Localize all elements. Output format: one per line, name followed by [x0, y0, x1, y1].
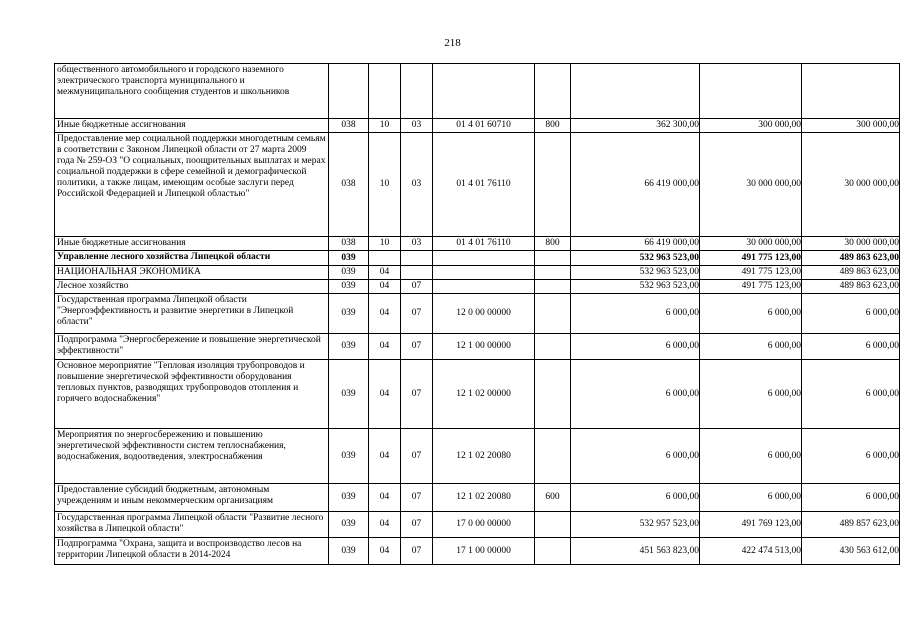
- subsection-code: [401, 251, 433, 266]
- grbs-code: 039: [329, 294, 369, 334]
- amount-year-3: 6 000,00: [802, 334, 900, 360]
- target-article-code: 01 4 01 76110: [433, 237, 535, 251]
- expense-type-code: [535, 360, 571, 429]
- amount-year-1: 532 963 523,00: [571, 266, 700, 280]
- section-code: [369, 251, 401, 266]
- target-article-code: [433, 64, 535, 119]
- amount-year-3: 489 863 623,00: [802, 251, 900, 266]
- amount-year-2: [700, 64, 802, 119]
- table-row: [55, 237, 900, 251]
- section-code: 04: [369, 334, 401, 360]
- grbs-code: 039: [329, 360, 369, 429]
- row-name: Государственная программа Липецкой области "Энергоэффективность и развитие энергетики в Липецкой области": [55, 294, 329, 334]
- table-row: [55, 64, 900, 119]
- amount-year-1: 362 300,00: [571, 119, 700, 133]
- amount-year-2: 491 775 123,00: [700, 280, 802, 294]
- expense-type-code: [535, 251, 571, 266]
- table-row: [55, 334, 900, 360]
- amount-year-1: 6 000,00: [571, 484, 700, 512]
- target-article-code: [433, 280, 535, 294]
- table-row: [55, 266, 900, 280]
- grbs-code: 039: [329, 429, 369, 484]
- amount-year-3: 6 000,00: [802, 294, 900, 334]
- section-code: 04: [369, 280, 401, 294]
- amount-year-2: 491 775 123,00: [700, 251, 802, 266]
- amount-year-2: 6 000,00: [700, 484, 802, 512]
- grbs-code: 038: [329, 133, 369, 237]
- amount-year-2: 6 000,00: [700, 360, 802, 429]
- grbs-code: 039: [329, 334, 369, 360]
- subsection-code: 03: [401, 133, 433, 237]
- target-article-code: 12 0 00 00000: [433, 294, 535, 334]
- subsection-code: 07: [401, 512, 433, 538]
- row-name: Иные бюджетные ассигнования: [55, 119, 329, 133]
- amount-year-1: 66 419 000,00: [571, 133, 700, 237]
- target-article-code: 12 1 02 00000: [433, 360, 535, 429]
- row-name: Иные бюджетные ассигнования: [55, 237, 329, 251]
- section-code: 10: [369, 237, 401, 251]
- expense-type-code: [535, 64, 571, 119]
- expense-type-code: [535, 280, 571, 294]
- budget-table: [54, 63, 900, 565]
- amount-year-1: 6 000,00: [571, 360, 700, 429]
- amount-year-3: 489 863 623,00: [802, 280, 900, 294]
- expense-type-code: 800: [535, 237, 571, 251]
- table-row: [55, 251, 900, 266]
- amount-year-2: 6 000,00: [700, 294, 802, 334]
- expense-type-code: [535, 133, 571, 237]
- row-name: Подпрограмма "Энергосбережение и повышение энергетической эффективности": [55, 334, 329, 360]
- table-row: [55, 280, 900, 294]
- target-article-code: [433, 266, 535, 280]
- subsection-code: 07: [401, 429, 433, 484]
- amount-year-1: 6 000,00: [571, 334, 700, 360]
- table-row: [55, 294, 900, 334]
- amount-year-3: [802, 64, 900, 119]
- expense-type-code: [535, 429, 571, 484]
- grbs-code: 039: [329, 538, 369, 565]
- amount-year-2: 6 000,00: [700, 334, 802, 360]
- amount-year-2: 30 000 000,00: [700, 133, 802, 237]
- section-code: 04: [369, 429, 401, 484]
- amount-year-3: 6 000,00: [802, 484, 900, 512]
- row-name: НАЦИОНАЛЬНАЯ ЭКОНОМИКА: [55, 266, 329, 280]
- amount-year-2: 30 000 000,00: [700, 237, 802, 251]
- section-code: 04: [369, 294, 401, 334]
- subsection-code: 07: [401, 280, 433, 294]
- target-article-code: 01 4 01 60710: [433, 119, 535, 133]
- subsection-code: [401, 266, 433, 280]
- row-name: Подпрограмма "Охрана, защита и воспроизводство лесов на территории Липецкой области в 2014-2024: [55, 538, 329, 565]
- target-article-code: [433, 251, 535, 266]
- expense-type-code: [535, 294, 571, 334]
- amount-year-1: 66 419 000,00: [571, 237, 700, 251]
- expense-type-code: 600: [535, 484, 571, 512]
- subsection-code: 07: [401, 538, 433, 565]
- amount-year-3: 489 863 623,00: [802, 266, 900, 280]
- table-row: [55, 360, 900, 429]
- amount-year-1: 532 957 523,00: [571, 512, 700, 538]
- grbs-code: 039: [329, 280, 369, 294]
- section-code: 04: [369, 360, 401, 429]
- expense-type-code: 800: [535, 119, 571, 133]
- expense-type-code: [535, 538, 571, 565]
- target-article-code: 12 1 02 20080: [433, 484, 535, 512]
- expense-type-code: [535, 334, 571, 360]
- grbs-code: 038: [329, 237, 369, 251]
- section-code: 04: [369, 266, 401, 280]
- amount-year-1: 532 963 523,00: [571, 280, 700, 294]
- row-name: Государственная программа Липецкой области "Развитие лесного хозяйства в Липецкой области": [55, 512, 329, 538]
- amount-year-3: 30 000 000,00: [802, 133, 900, 237]
- amount-year-3: 430 563 612,00: [802, 538, 900, 565]
- expense-type-code: [535, 266, 571, 280]
- section-code: 04: [369, 538, 401, 565]
- table-row: [55, 484, 900, 512]
- expense-type-code: [535, 512, 571, 538]
- amount-year-3: 6 000,00: [802, 429, 900, 484]
- subsection-code: 07: [401, 334, 433, 360]
- grbs-code: 039: [329, 484, 369, 512]
- amount-year-1: 532 963 523,00: [571, 251, 700, 266]
- section-code: 10: [369, 133, 401, 237]
- page-number: 218: [444, 37, 461, 49]
- target-article-code: 17 1 00 00000: [433, 538, 535, 565]
- target-article-code: 12 1 00 00000: [433, 334, 535, 360]
- row-name: Мероприятия по энергосбережению и повышению энергетической эффективности систем теплоснабжения, водоснабжения, водоотведения, электроснабжения: [55, 429, 329, 484]
- subsection-code: [401, 64, 433, 119]
- section-code: 10: [369, 119, 401, 133]
- table-row: [55, 133, 900, 237]
- amount-year-1: 6 000,00: [571, 429, 700, 484]
- amount-year-1: 451 563 823,00: [571, 538, 700, 565]
- target-article-code: 01 4 01 76110: [433, 133, 535, 237]
- section-code: 04: [369, 512, 401, 538]
- amount-year-2: 300 000,00: [700, 119, 802, 133]
- amount-year-2: 6 000,00: [700, 429, 802, 484]
- grbs-code: 039: [329, 266, 369, 280]
- amount-year-2: 491 769 123,00: [700, 512, 802, 538]
- amount-year-1: 6 000,00: [571, 294, 700, 334]
- table-row: [55, 119, 900, 133]
- grbs-code: 038: [329, 119, 369, 133]
- subsection-code: 07: [401, 484, 433, 512]
- amount-year-2: 491 775 123,00: [700, 266, 802, 280]
- subsection-code: 03: [401, 237, 433, 251]
- target-article-code: 12 1 02 20080: [433, 429, 535, 484]
- row-name: Лесное хозяйство: [55, 280, 329, 294]
- table-row: [55, 512, 900, 538]
- row-name: Основное мероприятие "Тепловая изоляция трубопроводов и повышение энергетической эффективности оборудования тепловых пунктов, разводящих трубопроводов отопления и горячего водоснабжения": [55, 360, 329, 429]
- subsection-code: 07: [401, 294, 433, 334]
- row-name: общественного автомобильного и городского наземного электрического транспорта муниципального и межмуниципального сообщения студентов и школьников: [55, 64, 329, 119]
- grbs-code: 039: [329, 512, 369, 538]
- grbs-code: 039: [329, 251, 369, 266]
- amount-year-1: [571, 64, 700, 119]
- amount-year-3: 300 000,00: [802, 119, 900, 133]
- row-name: Управление лесного хозяйства Липецкой области: [55, 251, 329, 266]
- subsection-code: 03: [401, 119, 433, 133]
- amount-year-3: 6 000,00: [802, 360, 900, 429]
- table-row: [55, 538, 900, 565]
- row-name: Предоставление субсидий бюджетным, автономным учреждениям и иным некоммерческим организациям: [55, 484, 329, 512]
- subsection-code: 07: [401, 360, 433, 429]
- amount-year-3: 30 000 000,00: [802, 237, 900, 251]
- amount-year-2: 422 474 513,00: [700, 538, 802, 565]
- amount-year-3: 489 857 623,00: [802, 512, 900, 538]
- target-article-code: 17 0 00 00000: [433, 512, 535, 538]
- table-row: [55, 429, 900, 484]
- grbs-code: [329, 64, 369, 119]
- section-code: [369, 64, 401, 119]
- row-name: Предоставление мер социальной поддержки многодетным семьям в соответствии с Законом Липецкой области от 27 марта 2009 года № 259-ОЗ "О социальных, поощрительных выплатах и мерах социальной поддержки в сфере семейной и демографической политики, а также лицам, имеющим особые заслуги перед Российской Федерацией и Липецкой областью": [55, 133, 329, 237]
- section-code: 04: [369, 484, 401, 512]
